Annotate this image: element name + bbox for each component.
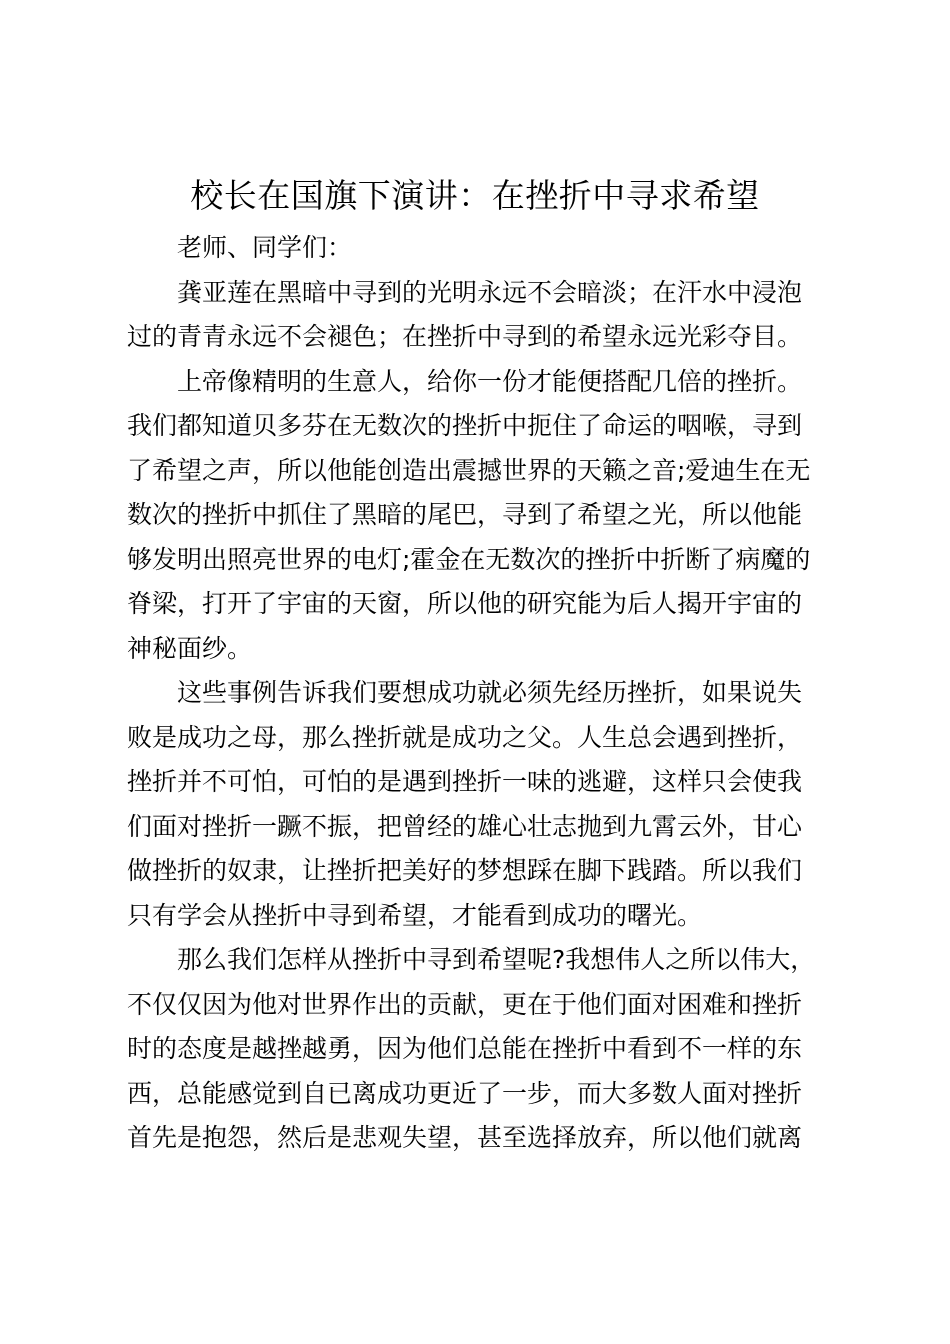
paragraph-3	[127, 671, 833, 938]
document-body	[127, 226, 833, 1161]
document-title: 校长在国旗下演讲：在挫折中寻求希望	[190, 176, 760, 215]
text-line: 做挫折的奴隶，让挫折把美好的梦想踩在脚下践踏。所以我们	[127, 856, 803, 885]
text-line: 够发明出照亮世界的电灯;霍金在无数次的挫折中折断了病魔的	[127, 544, 811, 574]
text-line: 神秘面纱。	[127, 633, 253, 663]
text-line: 那么我们怎样从挫折中寻到希望呢?我想伟人之所以伟大，	[177, 945, 816, 974]
text-line: 数次的挫折中抓住了黑暗的尾巴，寻到了希望之光，所以他能	[127, 500, 803, 529]
text-line: 首先是抱怨，然后是悲观失望，甚至选择放弃，所以他们就离	[127, 1123, 803, 1152]
text-line: 挫折并不可怕，可怕的是遇到挫折一味的逃避，这样只会使我	[127, 767, 803, 796]
text-line: 西，总能感觉到自已离成功更近了一步，而大多数人面对挫折	[127, 1078, 803, 1108]
paragraph-4	[127, 938, 833, 1161]
text-line: 老师、同学们：	[177, 233, 353, 262]
text-line: 过的青青永远不会褪色；在挫折中寻到的希望永远光彩夺目。	[127, 322, 803, 351]
text-line: 只有学会从挫折中寻到希望，才能看到成功的曙光。	[127, 900, 703, 930]
salutation	[127, 226, 833, 271]
text-line: 败是成功之母，那么挫折就是成功之父。人生总会遇到挫折，	[127, 722, 803, 752]
text-line: 时的态度是越挫越勇，因为他们总能在挫折中看到不一样的东	[127, 1034, 803, 1063]
text-line: 这些事例告诉我们要想成功就必须先经历挫折，如果说失	[177, 678, 803, 707]
text-line: 不仅仅因为他对世界作出的贡献，更在于他们面对困难和挫折	[127, 989, 803, 1019]
text-line: 们面对挫折一蹶不振，把曾经的雄心壮志抛到九霄云外，甘心	[127, 811, 803, 841]
paragraph-1	[127, 271, 833, 360]
text-line: 我们都知道贝多芬在无数次的挫折中扼住了命运的咽喉，寻到	[127, 411, 803, 440]
text-line: 脊梁，打开了宇宙的天窗，所以他的研究能为后人揭开宇宙的	[127, 589, 803, 618]
text-line: 龚亚莲在黑暗中寻到的光明永远不会暗淡；在汗水中浸泡	[177, 277, 803, 307]
text-line: 了希望之声，所以他能创造出震撼世界的天籁之音;爱迪生在无	[127, 455, 811, 485]
text-line: 上帝像精明的生意人，给你一份才能便搭配几倍的挫折。	[177, 366, 803, 396]
paragraph-2	[127, 360, 833, 672]
